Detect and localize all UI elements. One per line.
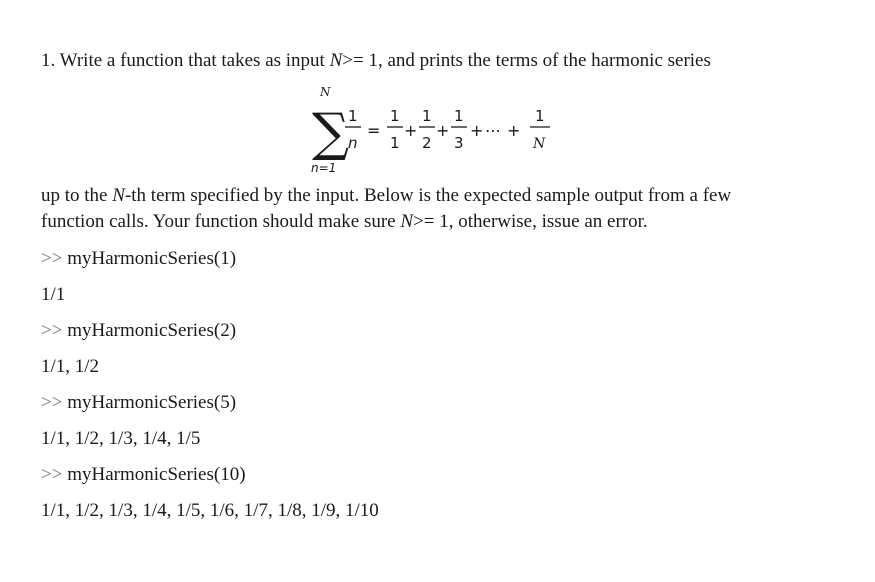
plus-sign-2: + (436, 121, 450, 140)
function-call: myHarmonicSeries(5) (62, 392, 237, 413)
equals-sign: = (367, 121, 381, 140)
fraction-1-2-den: 2 (422, 134, 432, 152)
example-output-4: 1/1, 1/2, 1/3, 1/4, 1/5, 1/6, 1/7, 1/8, 1/9, 1/10 (41, 500, 379, 521)
plus-sign-3: + (470, 121, 484, 140)
fraction-1-3-den: 3 (454, 134, 464, 152)
example-output-1: 1/1 (41, 284, 66, 305)
fraction-1-1-num: 1 (390, 107, 400, 125)
example-call-1 (41, 248, 236, 270)
fraction-1-3-num: 1 (454, 107, 464, 125)
command-prompt: >> (41, 464, 63, 485)
harmonic-series-formula (0, 0, 875, 200)
function-call: myHarmonicSeries(10) (62, 464, 246, 485)
fraction-1-N-den: N (533, 136, 546, 152)
problem-number: 1. (41, 50, 56, 71)
desc1-pre: up to the (41, 185, 113, 206)
sigma-upper-limit: N (320, 85, 331, 99)
fraction-1-over-n-num: 1 (348, 107, 358, 125)
plus-sign-4: + (507, 121, 521, 140)
example-call-3 (41, 392, 236, 414)
problem-intro-post: >= 1, and prints the terms of the harmonic series (342, 50, 711, 71)
ellipsis: ⋯ (485, 121, 501, 140)
command-prompt: >> (41, 392, 63, 413)
description-line-1 (41, 185, 731, 207)
example-call-4 (41, 464, 246, 486)
variable-n: N (329, 50, 343, 71)
function-call: myHarmonicSeries(1) (62, 248, 237, 269)
desc2-pre: function calls. Your function should make sure (41, 211, 401, 232)
example-output-3: 1/1, 1/2, 1/3, 1/4, 1/5 (41, 428, 201, 449)
fraction-1-N-num: 1 (535, 107, 545, 125)
example-call-2 (41, 320, 236, 342)
fraction-1-2-num: 1 (422, 107, 432, 125)
fraction-1-1-den: 1 (390, 134, 400, 152)
description-line-2 (41, 211, 648, 233)
command-prompt: >> (41, 248, 63, 269)
desc2-post: >= 1, otherwise, issue an error. (413, 211, 648, 232)
variable-n: N (400, 211, 414, 232)
sigma-lower-limit: n=1 (311, 161, 337, 175)
variable-n: N (112, 185, 125, 206)
command-prompt: >> (41, 320, 63, 341)
plus-sign-1: + (404, 121, 418, 140)
desc1-post: -th term specified by the input. Below is the expected sample output from a few (124, 185, 732, 206)
sigma-symbol: ∑ (312, 103, 350, 163)
example-output-2: 1/1, 1/2 (41, 356, 100, 377)
problem-intro-pre: Write a function that takes as input (59, 50, 330, 71)
function-call: myHarmonicSeries(2) (62, 320, 237, 341)
fraction-1-over-n-den: n (348, 134, 358, 152)
